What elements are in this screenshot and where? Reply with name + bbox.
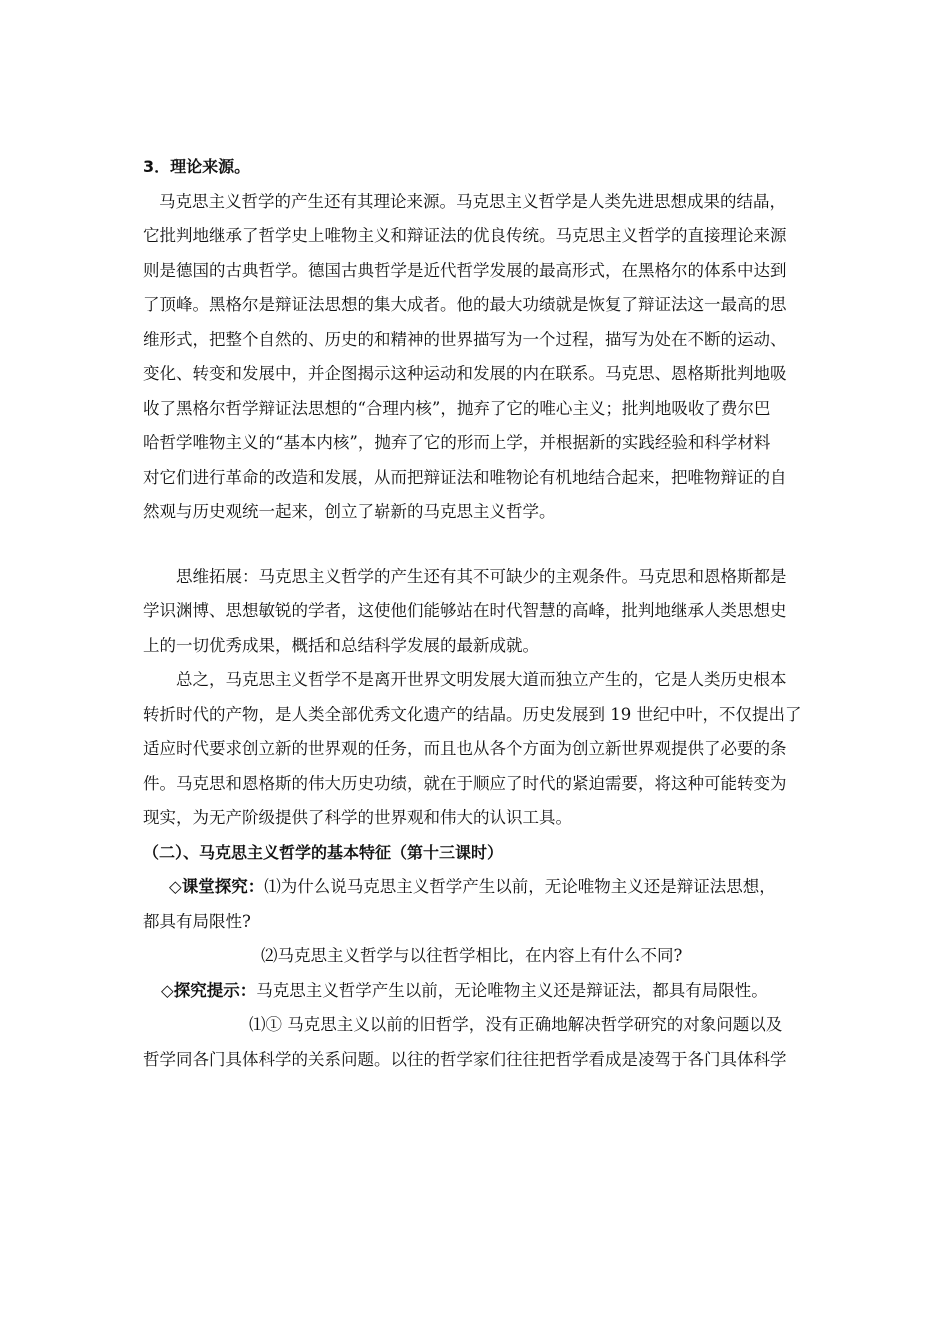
paragraph-line: 则是德国的古典哲学。德国古典哲学是近代哲学发展的最高形式，在黑格尔的体系中达到 xyxy=(143,260,787,280)
section-3-heading: 3．理论来源。 xyxy=(143,157,251,176)
explore-hint-label: ◇探究提示： xyxy=(161,980,257,1000)
classroom-explore-label: ◇课堂探究： xyxy=(169,877,265,896)
paragraph-line: 它批判地继承了哲学史上唯物主义和辩证法的优良传统。马克思主义哲学的直接理论来源 xyxy=(143,226,787,245)
thinking-extension-line: 上的一切优秀成果，概括和总结科学发展的最新成就。 xyxy=(143,635,539,655)
thinking-extension-line: 思维拓展：马克思主义哲学的产生还有其不可缺少的主观条件。马克思和恩格斯都是 xyxy=(176,566,787,586)
summary-line: 转折时代的产物，是人类全部优秀文化遗产的结晶。历史发展到 19 世纪中叶，不仅提出了 xyxy=(143,704,802,724)
paragraph-line: 收了黑格尔哲学辩证法思想的“合理内核”，抛弃了它的唯心主义；批判地吸收了费尔巴 xyxy=(143,398,771,418)
thinking-extension-line: 学识渊博、思想敏锐的学者，这使他们能够站在时代智慧的高峰，批判地继承人类思想史 xyxy=(143,601,787,620)
paragraph-line: 变化、转变和发展中，并企图揭示这种运动和发展的内在联系。马克思、恩格斯批判地吸 xyxy=(143,364,787,383)
paragraph-gap xyxy=(143,530,809,560)
classroom-explore-line xyxy=(143,870,809,905)
paragraph-line: 然观与历史观统一起来，创立了崭新的马克思主义哲学。 xyxy=(143,502,556,521)
section-2-heading: （二）、马克思主义哲学的基本特征（第十三课时） xyxy=(143,842,504,862)
explore-hint-line xyxy=(143,974,809,1009)
point-1-line: 哲学同各门具体科学的关系问题。以往的哲学家们往往把哲学看成是凌驾于各门具体科学 xyxy=(143,1049,787,1069)
summary-line: 现实，为无产阶级提供了科学的世界观和伟大的认识工具。 xyxy=(143,808,572,827)
explore-question-2: ⑵马克思主义哲学与以往哲学相比，在内容上有什么不同? xyxy=(261,946,683,965)
summary-line: 适应时代要求创立新的世界观的任务，而且也从各个方面为创立新世界观提供了必要的条 xyxy=(143,739,787,758)
paragraph-line: 维形式，把整个自然的、历史的和精神的世界描写为一个过程，描写为处在不断的运动、 xyxy=(143,329,787,349)
summary-line: 件。马克思和恩格斯的伟大历史功绩，就在于顺应了时代的紧迫需要，将这种可能转变为 xyxy=(143,773,787,793)
paragraph-line: 对它们进行革命的改造和发展，从而把辩证法和唯物论有机地结合起来，把唯物辩证的自 xyxy=(143,467,787,487)
explore-hint-text: 马克思主义哲学产生以前，无论唯物主义还是辩证法，都具有局限性。 xyxy=(256,980,768,1000)
document-body xyxy=(143,150,809,1077)
paragraph-line: 马克思主义哲学的产生还有其理论来源。马克思主义哲学是人类先进思想成果的结晶， xyxy=(159,191,786,211)
summary-line: 总之，马克思主义哲学不是离开世界文明发展大道而独立产生的，它是人类历史根本 xyxy=(176,670,787,689)
explore-question-1: ⑴为什么说马克思主义哲学产生以前，无论唯物主义还是辩证法思想， xyxy=(264,877,776,896)
explore-question-1-cont: 都具有局限性? xyxy=(143,911,251,931)
paragraph-line: 了顶峰。黑格尔是辩证法思想的集大成者。他的最大功绩就是恢复了辩证法这一最高的思 xyxy=(143,295,787,314)
point-1-line: ⑴① 马克思主义以前的旧哲学，没有正确地解决哲学研究的对象问题以及 xyxy=(249,1015,783,1034)
paragraph-line: 哈哲学唯物主义的“基本内核”，抛弃了它的形而上学，并根据新的实践经验和科学材料 xyxy=(143,433,771,452)
